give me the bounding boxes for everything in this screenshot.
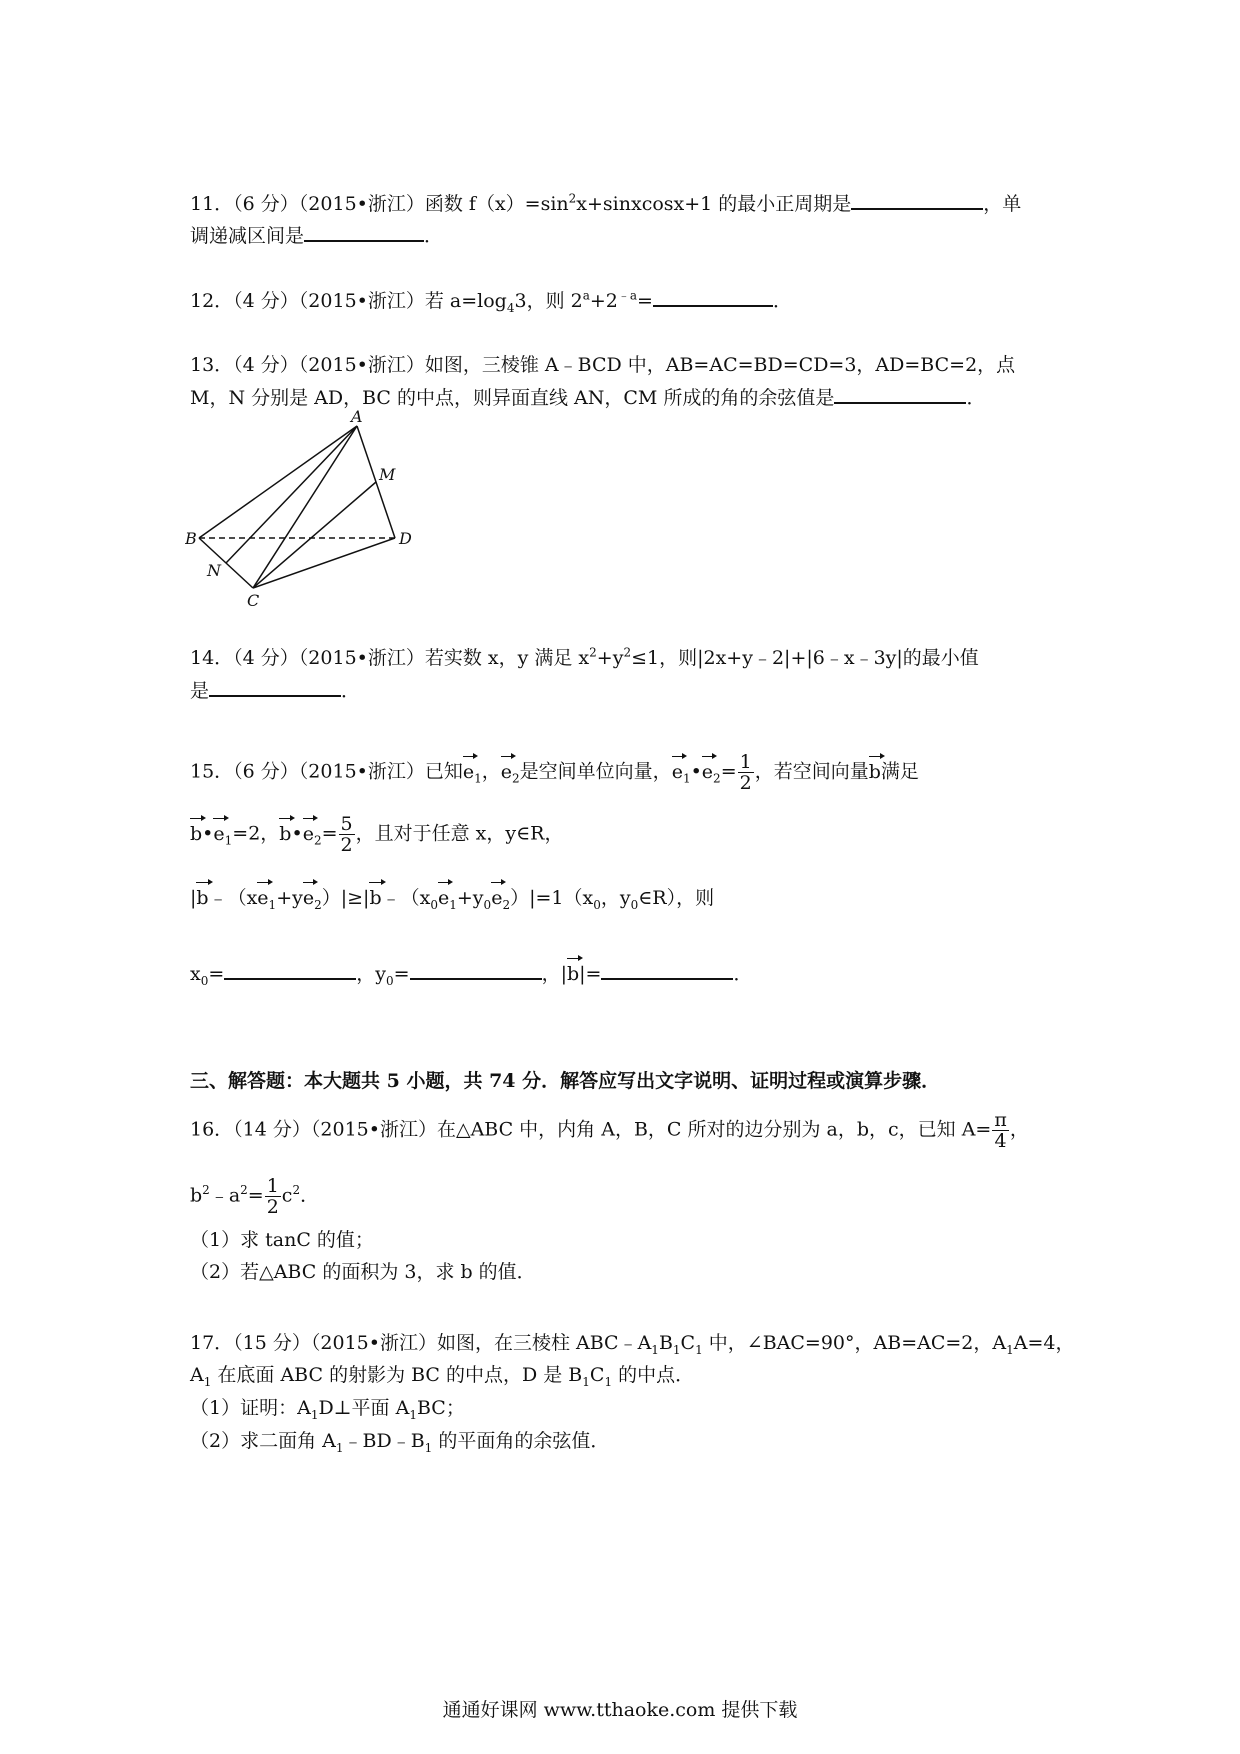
q14-line1 xyxy=(190,645,979,671)
q17-text: 在底面 ABC 的射影为 BC 的中点，D 是 B xyxy=(211,1364,583,1386)
q15-text: +y xyxy=(276,887,303,909)
numerator: 1 xyxy=(739,751,752,773)
subscript: 0 xyxy=(386,973,394,988)
q15-text: = xyxy=(393,963,410,985)
q11-text: 11．（6 分）（2015•浙江）函数 f（x）=sin xyxy=(190,193,569,215)
q12-text: = xyxy=(637,290,653,312)
answer-blank[interactable] xyxy=(834,384,966,404)
q17-text: （2）求二面角 A xyxy=(190,1430,336,1452)
vector-e: e xyxy=(213,822,225,845)
superscript: ﹣a xyxy=(617,288,638,303)
page-footer: 通通好课网 www.tthaoke.com 提供下载 xyxy=(442,1699,798,1721)
q16-text: ． xyxy=(300,1184,320,1207)
q13-line1: 13．（4 分）（2015•浙江）如图，三棱锥 A﹣BCD 中，AB=AC=BD=CD=3，AD=BC=2，点 xyxy=(190,354,1016,376)
q16-text: b xyxy=(190,1184,203,1207)
edge-ab xyxy=(199,426,357,538)
q13-text: ． xyxy=(966,387,986,409)
q15-text: • xyxy=(690,760,702,783)
label-a: A xyxy=(351,410,363,426)
q12-text: 12．（4 分）（2015•浙江）若 a=log xyxy=(190,290,507,312)
edge-cd xyxy=(253,538,395,588)
subscript: 1 xyxy=(672,1342,681,1357)
answer-blank[interactable] xyxy=(653,287,773,307)
fraction-five-halves xyxy=(339,814,355,855)
numerator: 5 xyxy=(340,813,353,835)
subscript: 0 xyxy=(200,973,209,988)
subscript: 1 xyxy=(203,1374,212,1389)
q15-text: = xyxy=(720,760,737,783)
q17-line1 xyxy=(190,1330,1074,1356)
superscript: 2 xyxy=(240,1183,248,1198)
q12-text: 3，则 2 xyxy=(514,290,583,312)
q17-text: ﹣BD﹣B xyxy=(343,1430,425,1452)
vector-e: e xyxy=(302,822,314,845)
q15-text: ﹣（x xyxy=(208,887,258,909)
q11-text: 调递减区间是 xyxy=(190,225,305,247)
answer-blank[interactable] xyxy=(304,222,424,242)
answer-blank[interactable] xyxy=(209,677,341,697)
vector-b: b xyxy=(566,963,580,985)
q15-text: | xyxy=(190,887,197,909)
q16-text: 16．（14 分）（2015•浙江）在△ABC 中，内角 A，B，C 所对的边分别为 a，b，c，已知 A= xyxy=(190,1118,992,1141)
subscript: 1 xyxy=(695,1342,703,1357)
fraction-half xyxy=(738,752,754,793)
q17-part2 xyxy=(190,1428,609,1454)
vector-b: b xyxy=(196,887,209,909)
q15-line2 xyxy=(190,814,563,855)
vector-e: e xyxy=(302,887,315,909)
q15-text: +y xyxy=(456,887,484,909)
subscript: 1 xyxy=(604,1374,613,1389)
q17-text: 17．（15 分）（2015•浙江）如图，在三棱柱 ABC﹣A xyxy=(190,1332,652,1354)
q15-text: = xyxy=(321,822,338,845)
q17-text: D⊥平面 A xyxy=(318,1397,410,1419)
q11-text: ，单 xyxy=(983,193,1022,215)
q15-text: ﹣（x xyxy=(381,887,431,909)
vector-e: e xyxy=(701,760,714,783)
q17-text: C xyxy=(680,1332,696,1354)
tetrahedron-figure xyxy=(185,410,415,610)
superscript: 2 xyxy=(589,645,597,660)
q15-text: 15．（6 分）（2015•浙江）已知 xyxy=(190,760,463,783)
q12-text: +2 xyxy=(589,290,618,312)
q16-part2: （2）若△ABC 的面积为 3，求 b 的值． xyxy=(190,1261,536,1283)
vector-b: b xyxy=(190,822,203,845)
q16-text: c xyxy=(281,1184,293,1207)
q17-text: A xyxy=(190,1364,204,1386)
q15-text: ． xyxy=(733,963,753,985)
q12-line xyxy=(190,287,792,314)
q15-text: ∈R），则 xyxy=(638,887,715,909)
superscript: 2 xyxy=(568,191,577,206)
q15-line3 xyxy=(190,885,714,911)
q16-line1 xyxy=(190,1110,1029,1151)
segment-cm xyxy=(253,482,376,588)
q17-text: 中，∠BAC=90°，AB=AC=2，A xyxy=(702,1332,1007,1354)
q17-text: B xyxy=(658,1332,673,1354)
subscript: 2 xyxy=(502,897,511,912)
answer-blank[interactable] xyxy=(851,190,983,210)
subscript: 4 xyxy=(506,300,515,315)
subscript: 1 xyxy=(224,833,233,848)
q12-text: ． xyxy=(772,290,792,312)
q15-text: ，y xyxy=(600,887,631,909)
vector-e: e xyxy=(257,887,269,909)
denominator: 2 xyxy=(340,834,353,856)
q17-text: （1）证明：A xyxy=(190,1397,311,1419)
label-b: B xyxy=(185,529,197,548)
segment-an xyxy=(226,426,357,563)
denominator: 2 xyxy=(739,772,752,794)
edge-ac xyxy=(253,426,357,588)
denominator: 4 xyxy=(994,1130,1007,1152)
subscript: 0 xyxy=(483,897,492,912)
q15-text: ，且对于任意 x，y∈R， xyxy=(355,822,564,845)
vector-e: e xyxy=(438,887,450,909)
vector-b: b xyxy=(868,760,881,783)
superscript: 2 xyxy=(292,1183,301,1198)
q15-text: ， xyxy=(481,760,501,783)
q14-text: 是 xyxy=(190,680,210,702)
q14-text: +y xyxy=(596,647,624,669)
q17-text: BC； xyxy=(416,1397,465,1419)
subscript: 1 xyxy=(335,1440,344,1455)
q15-text: 是空间单位向量， xyxy=(519,760,672,783)
subscript: 1 xyxy=(651,1342,659,1357)
subscript: 0 xyxy=(630,897,639,912)
vector-e: e xyxy=(462,760,475,783)
q16-part1: （1）求 tanC 的值； xyxy=(190,1229,374,1251)
q15-text: ，| xyxy=(541,963,567,985)
q17-text: A=4， xyxy=(1013,1332,1075,1354)
subscript: 1 xyxy=(474,771,482,786)
q15-line4 xyxy=(190,960,753,987)
vector-b: b xyxy=(279,822,292,845)
q13-line2 xyxy=(190,384,985,411)
subscript: 0 xyxy=(593,897,601,912)
q15-text: ）|=1（x xyxy=(510,887,594,909)
superscript: a xyxy=(582,288,590,303)
q13-text: M，N 分别是 AD，BC 的中点，则异面直线 AN，CM 所成的角的余弦值是 xyxy=(190,387,835,409)
superscript: 2 xyxy=(623,645,632,660)
label-m: M xyxy=(379,465,396,484)
vector-e: e xyxy=(500,760,513,783)
q17-text: 的中点． xyxy=(612,1364,695,1386)
vector-e: e xyxy=(671,760,683,783)
q14-text: ≤1，则|2x+y﹣2|+|6﹣x﹣3y|的最小值 xyxy=(631,647,979,669)
superscript: 2 xyxy=(202,1183,210,1198)
q15-text: 满足 xyxy=(880,760,919,783)
subscript: 1 xyxy=(582,1374,590,1389)
subscript: 2 xyxy=(313,833,322,848)
q11-line2 xyxy=(190,222,443,249)
q17-part1 xyxy=(190,1395,465,1421)
subscript: 1 xyxy=(310,1407,319,1422)
q15-text: ，若空间向量 xyxy=(754,760,869,783)
q17-text: C xyxy=(589,1364,605,1386)
subscript: 1 xyxy=(268,897,277,912)
subscript: 0 xyxy=(430,897,438,912)
q15-text: • xyxy=(202,822,214,845)
q15-text: =2， xyxy=(232,822,280,845)
subscript: 1 xyxy=(424,1440,433,1455)
vector-e: e xyxy=(491,887,503,909)
q15-text: ）|≥| xyxy=(321,887,370,909)
q15-text: • xyxy=(291,822,303,845)
label-d: D xyxy=(399,529,412,548)
section-heading: 三、解答题：本大题共 5 小题，共 74 分．解答应写出文字说明、证明过程或演算步骤． xyxy=(190,1070,941,1092)
vector-b: b xyxy=(369,887,382,909)
q16-line2 xyxy=(190,1176,319,1217)
q16-text: = xyxy=(247,1184,264,1207)
q11-text: x+sinxcosx+1 的最小正周期是 xyxy=(576,193,852,215)
q15-text: ，y xyxy=(356,963,387,985)
answer-blank-x0[interactable] xyxy=(224,960,356,980)
subscript: 1 xyxy=(1006,1342,1014,1357)
q16-text: ， xyxy=(1009,1118,1029,1141)
q14-line2 xyxy=(190,677,360,704)
q14-text: 14．（4 分）（2015•浙江）若实数 x，y 满足 x xyxy=(190,647,590,669)
subscript: 1 xyxy=(682,771,691,786)
subscript: 2 xyxy=(314,897,322,912)
numerator: 1 xyxy=(266,1175,279,1197)
q11-line1 xyxy=(190,190,1021,217)
q16-text: ﹣a xyxy=(209,1184,241,1207)
q17-text: 的平面角的余弦值． xyxy=(432,1430,610,1452)
subscript: 1 xyxy=(409,1407,417,1422)
q15-text: = xyxy=(208,963,225,985)
answer-blank-y0[interactable] xyxy=(410,960,542,980)
q17-line2 xyxy=(190,1362,694,1388)
q14-text: ． xyxy=(341,680,361,702)
q15-text: |= xyxy=(579,963,602,985)
q15-text: x xyxy=(190,963,201,985)
q15-line1 xyxy=(190,752,919,793)
numerator: π xyxy=(994,1109,1007,1131)
denominator: 2 xyxy=(266,1196,279,1218)
fraction-half xyxy=(265,1176,281,1217)
fraction-pi-over-4 xyxy=(992,1110,1009,1151)
label-n: N xyxy=(207,561,221,580)
subscript: 2 xyxy=(512,771,520,786)
subscript: 2 xyxy=(713,771,721,786)
q11-text: ． xyxy=(424,225,444,247)
subscript: 1 xyxy=(449,897,457,912)
answer-blank-b-norm[interactable] xyxy=(601,960,733,980)
label-c: C xyxy=(247,591,260,610)
